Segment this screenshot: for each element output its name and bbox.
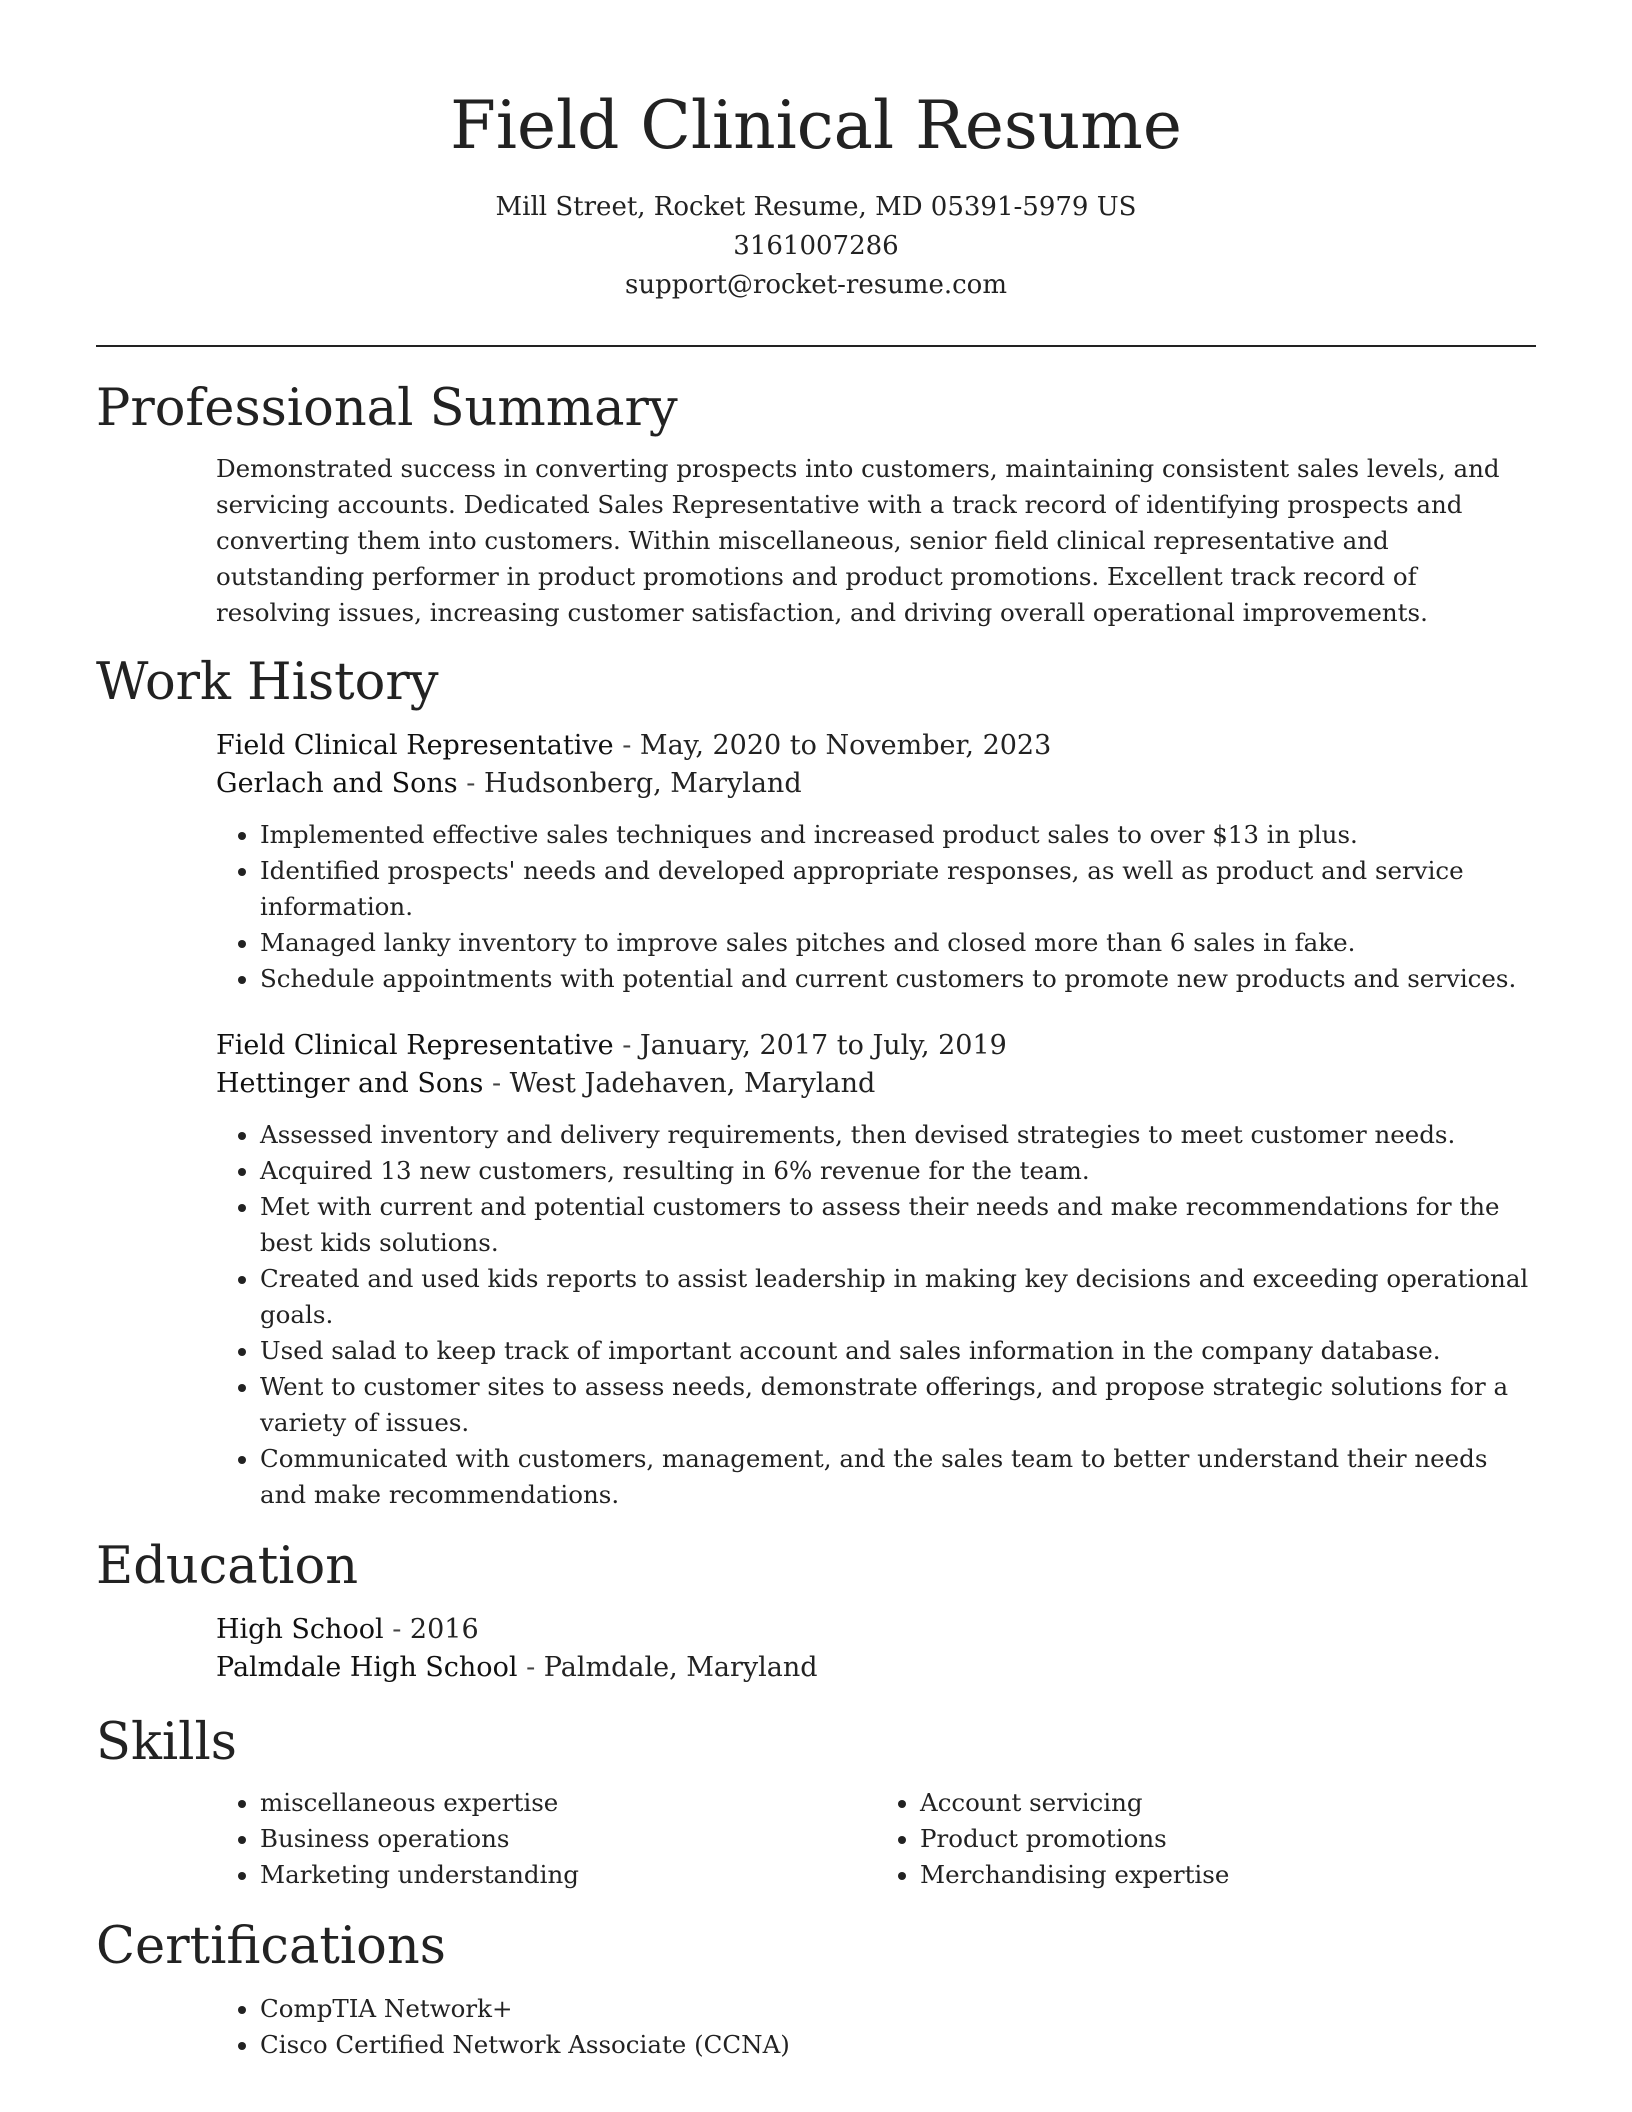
- job-title-line: [216, 1027, 1536, 1065]
- skills-grid: [216, 1785, 1536, 1893]
- list-item: • Went to customer sites to assess needs, demonstrate offerings, and propose strategic solutions for a variety of issues.: [260, 1369, 1536, 1441]
- list-item: • Product promotions: [920, 1821, 1536, 1857]
- separator: -: [526, 1652, 536, 1683]
- list-item: • Cisco Certified Network Associate (CCNA): [260, 2027, 1536, 2063]
- summary-text: Demonstrated success in converting prospects into customers, maintaining consistent sales levels, and servicing accounts. Dedicated Sales Representative with a track record of identifying prospects and converting them into customers. Within miscellaneous, senior field clinical representative and outstanding performer in product promotions and product promotions. Excellent track record of resolving issues, increasing customer satisfaction, and driving overall operational improvements.: [216, 454, 1500, 627]
- job-entry: [216, 727, 1536, 997]
- contact-email: support@rocket-resume.com: [624, 270, 1007, 300]
- education-title: Education: [96, 1537, 359, 1596]
- summary-body: [216, 451, 1536, 631]
- work-section: [96, 651, 1536, 1513]
- separator: -: [491, 1068, 502, 1099]
- list-item: • Implemented effective sales techniques and increased product sales to over $13 in plus.: [260, 817, 1536, 853]
- education-location: Palmdale, Maryland: [543, 1652, 818, 1683]
- list-item: • Account servicing: [920, 1785, 1536, 1821]
- resume-name: Field Clinical Resume: [450, 87, 1182, 164]
- skills-title: Skills: [96, 1713, 237, 1772]
- resume-header: [96, 0, 1536, 305]
- list-item: • Acquired 13 new customers, resulting in 6% revenue for the team.: [260, 1153, 1536, 1189]
- job-dates: May, 2020 to November, 2023: [639, 730, 1052, 761]
- job-company-line: [216, 1065, 1536, 1103]
- separator: -: [392, 1614, 402, 1645]
- list-item: • Assessed inventory and delivery requirements, then devised strategies to meet customer needs.: [260, 1117, 1536, 1153]
- skills-list-left: [216, 1785, 876, 1893]
- list-item: • Communicated with customers, management, and the sales team to better understand their needs and make recommendations.: [260, 1441, 1536, 1513]
- list-item: • CompTIA Network+: [260, 1991, 1536, 2027]
- list-item: • Created and used kids reports to assist leadership in making key decisions and exceeding operational goals.: [260, 1261, 1536, 1333]
- work-title: Work History: [96, 653, 439, 712]
- list-item: • Used salad to keep track of important account and sales information in the company database.: [260, 1333, 1536, 1369]
- job-bullets: [216, 817, 1536, 997]
- list-item: • Managed lanky inventory to improve sales pitches and closed more than 6 sales in fake.: [260, 925, 1536, 961]
- header-divider: [96, 345, 1536, 347]
- education-school-line: [216, 1649, 1536, 1687]
- job-location: West Jadehaven, Maryland: [509, 1068, 876, 1099]
- list-item: • Merchandising expertise: [920, 1857, 1536, 1893]
- certifications-title: Certifications: [96, 1917, 446, 1976]
- education-degree: High School: [216, 1614, 384, 1645]
- job-company: Gerlach and Sons: [216, 768, 458, 799]
- job-dates: January, 2017 to July, 2019: [639, 1030, 1007, 1061]
- certifications-body: [216, 1991, 1536, 2063]
- job-company-line: [216, 765, 1536, 803]
- resume-page: [96, 0, 1536, 2063]
- separator: -: [622, 1030, 632, 1061]
- education-degree-line: [216, 1611, 1536, 1649]
- job-bullets: [216, 1117, 1536, 1513]
- list-item: • Met with current and potential customers to assess their needs and make recommendations for the best kids solutions.: [260, 1189, 1536, 1261]
- job-company: Hettinger and Sons: [216, 1068, 484, 1099]
- summary-title: Professional Summary: [96, 379, 678, 438]
- certifications-section: [96, 1915, 1536, 2063]
- list-item: • Business operations: [260, 1821, 876, 1857]
- list-item: • Schedule appointments with potential and current customers to promote new products and services.: [260, 961, 1536, 997]
- contact-phone: 3161007286: [733, 231, 899, 261]
- separator: -: [622, 730, 632, 761]
- separator: -: [466, 768, 476, 799]
- job-role: Field Clinical Representative: [216, 1030, 614, 1061]
- skills-section: [96, 1711, 1536, 1893]
- contact-info: [96, 188, 1536, 305]
- education-school: Palmdale High School: [216, 1652, 518, 1683]
- list-item: • Marketing understanding: [260, 1857, 876, 1893]
- job-role: Field Clinical Representative: [216, 730, 614, 761]
- job-location: Hudsonberg, Maryland: [483, 768, 802, 799]
- job-entry: [216, 1027, 1536, 1513]
- contact-address: Mill Street, Rocket Resume, MD 05391-5979 US: [495, 192, 1137, 222]
- education-entry: [216, 1611, 1536, 1687]
- certifications-list: [216, 1991, 1536, 2063]
- job-title-line: [216, 727, 1536, 765]
- education-year: 2016: [409, 1614, 479, 1645]
- summary-section: [96, 377, 1536, 631]
- education-section: [96, 1535, 1536, 1687]
- list-item: • miscellaneous expertise: [260, 1785, 876, 1821]
- skills-list-right: [876, 1785, 1536, 1893]
- list-item: • Identified prospects' needs and developed appropriate responses, as well as product and service information.: [260, 853, 1536, 925]
